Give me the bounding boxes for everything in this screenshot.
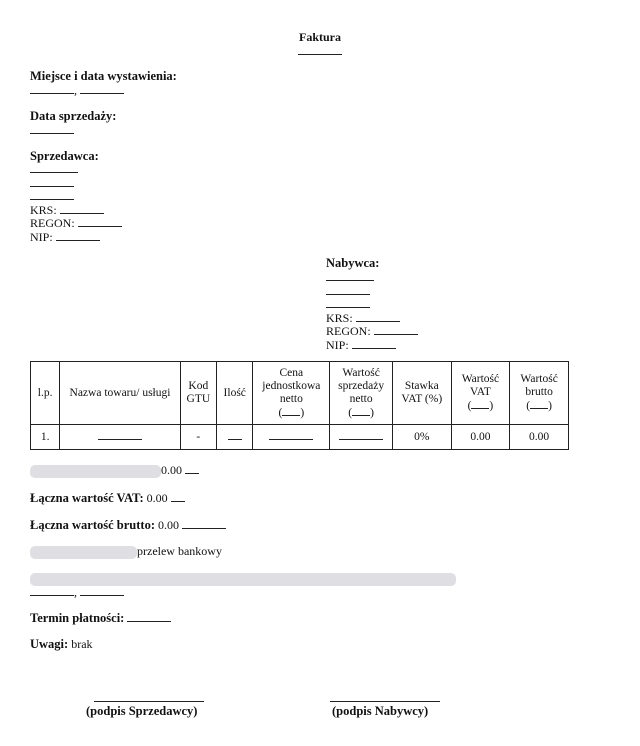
seller-city-blank: [30, 190, 74, 200]
seller-signature-caption: (podpis Sprzedawcy): [86, 704, 198, 718]
buyer-address-blank: [326, 285, 370, 295]
seller-regon-blank: [78, 217, 122, 227]
sale-date-label: Data sprzedaży:: [30, 109, 117, 123]
payment-date-separator: ,: [74, 585, 77, 599]
row-net-value: [330, 425, 393, 450]
row-name: [60, 425, 180, 450]
due-label: Termin płatności:: [30, 611, 125, 625]
header-vat-rate: Stawka VAT (%): [392, 362, 451, 425]
document-title: Faktura: [299, 30, 341, 44]
row-qty: [217, 425, 253, 450]
payment-method-value: przelew bankowy: [137, 544, 222, 558]
vat-total-value: 0.00: [146, 491, 168, 505]
row-unit-price-blank: [269, 430, 313, 440]
net-total-value: 0.00: [161, 463, 182, 477]
issue-date-blank: [80, 84, 124, 94]
row-gtu: -: [180, 425, 216, 450]
header-net-value-label: Wartość sprzedaży netto: [338, 366, 385, 405]
header-gross-value: [510, 362, 569, 425]
net-value-currency-blank: [352, 406, 370, 416]
redacted-net-total-label: [30, 465, 161, 478]
table-row: [31, 425, 569, 450]
header-unit-price-currency: ( ): [278, 406, 305, 419]
payment-date-line: [30, 586, 124, 600]
buyer-name-blank: [326, 271, 374, 281]
gross-total-line: [30, 519, 226, 533]
vat-total-line: [30, 492, 185, 506]
vat-total-label: Łączna wartość VAT:: [30, 491, 144, 505]
seller-krs-label: KRS:: [30, 202, 57, 217]
buyer-regon-blank: [374, 325, 418, 335]
bank-account-line: [30, 571, 456, 586]
notes-label: Uwagi:: [30, 637, 69, 651]
buyer-regon-label: REGON:: [326, 324, 371, 338]
due-date-blank: [127, 612, 171, 622]
net-total-line: [30, 464, 199, 478]
buyer-signature-line: [330, 701, 440, 702]
seller-signature-line: [94, 701, 204, 702]
payment-place-blank: [30, 586, 74, 596]
row-qty-blank: [228, 430, 242, 440]
sale-date-value: [30, 124, 74, 138]
vat-value-currency-blank: [471, 399, 489, 409]
header-name: Nazwa towaru/ usługi: [60, 362, 180, 425]
gross-total-label: Łączna wartość brutto:: [30, 518, 155, 532]
row-unit-price: [253, 425, 330, 450]
seller-nip-blank: [56, 231, 100, 241]
buyer-signature-caption: (podpis Nabywcy): [332, 704, 429, 718]
redacted-bank-account: [30, 573, 456, 586]
seller-block: [30, 163, 122, 244]
seller-regon-label: REGON:: [30, 216, 75, 230]
payment-date-blank: [80, 586, 124, 596]
issue-label: Miejsce i data wystawienia:: [30, 69, 177, 83]
gross-total-currency-blank: [182, 519, 226, 529]
gross-total-value: 0.00: [157, 518, 179, 532]
buyer-nip-label: NIP:: [326, 337, 349, 352]
row-lp: 1.: [31, 425, 60, 450]
row-net-value-blank: [339, 430, 383, 440]
row-vat-value: 0.00: [451, 425, 510, 450]
seller-name-blank: [30, 163, 78, 173]
header-qty: Ilość: [217, 362, 253, 425]
table-header-row: [31, 362, 569, 425]
issue-place-blank: [30, 84, 74, 94]
seller-krs-blank: [60, 204, 104, 214]
gross-value-currency-blank: [530, 399, 548, 409]
issue-separator: ,: [74, 83, 77, 97]
unit-price-currency-blank: [282, 406, 300, 416]
seller-nip-label: NIP:: [30, 229, 53, 244]
redacted-payment-label: [30, 546, 137, 559]
header-lp: l.p.: [31, 362, 60, 425]
notes-value: brak: [71, 637, 93, 651]
buyer-label: Nabywca:: [326, 256, 380, 270]
notes-line: [30, 638, 93, 652]
header-unit-price-label: Cena jednostkowa netto: [262, 366, 321, 405]
net-total-currency-blank: [185, 464, 199, 474]
seller-address-blank: [30, 177, 74, 187]
buyer-block: [326, 271, 418, 352]
invoice-items-table: [30, 361, 569, 450]
payment-method-line: [30, 545, 222, 559]
seller-label: Sprzedawca:: [30, 149, 99, 163]
buyer-krs-label: KRS:: [326, 310, 353, 325]
buyer-nip-blank: [352, 339, 396, 349]
vat-total-currency-blank: [171, 492, 185, 502]
header-gross-value-currency: ( ): [526, 400, 552, 412]
row-name-blank: [98, 430, 142, 440]
header-vat-value-currency: ( ): [467, 400, 494, 412]
issue-value: [30, 84, 124, 98]
header-gtu: Kod GTU: [180, 362, 216, 425]
sale-date-blank: [30, 124, 74, 134]
header-net-value: [330, 362, 393, 425]
header-vat-value-label: Wartość VAT: [461, 373, 500, 398]
header-gross-value-label: Wartość brutto: [520, 373, 558, 398]
header-vat-value: [451, 362, 510, 425]
row-gross-value: 0.00: [510, 425, 569, 450]
due-date-line: [30, 612, 171, 626]
header-unit-price: [253, 362, 330, 425]
buyer-city-blank: [326, 298, 370, 308]
header-net-value-currency: ( ): [348, 406, 374, 419]
row-vat-rate: 0%: [392, 425, 451, 450]
buyer-krs-blank: [356, 312, 400, 322]
title-underline: [298, 54, 342, 55]
